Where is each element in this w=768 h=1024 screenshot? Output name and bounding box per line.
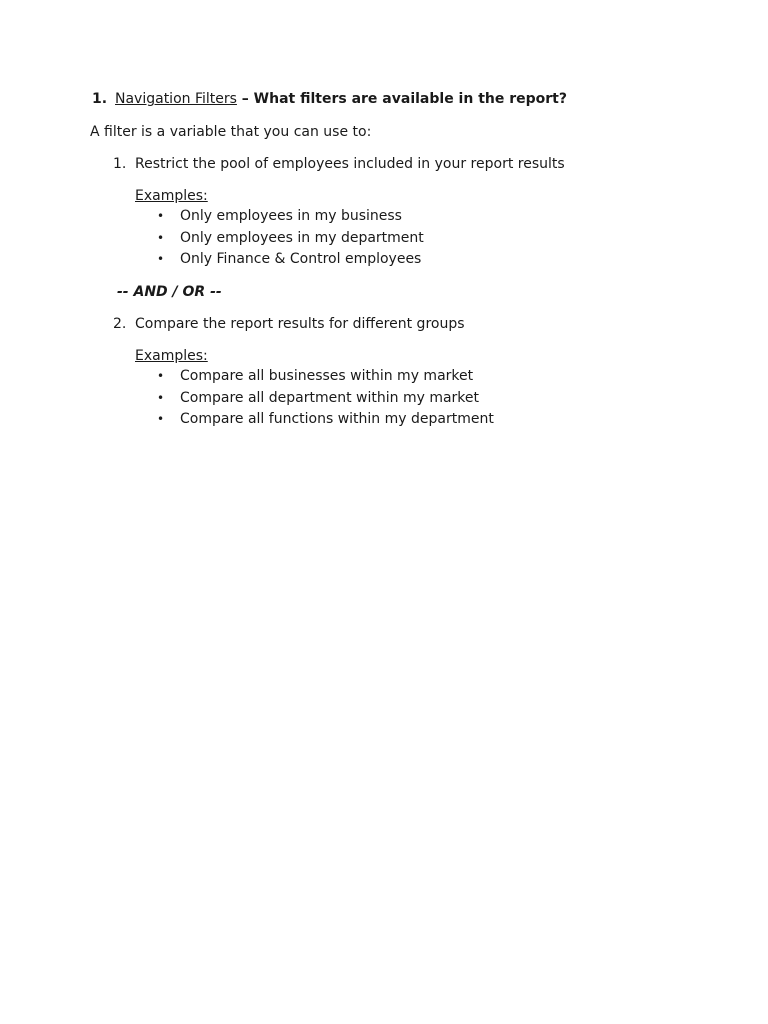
bullet-icon: • <box>157 412 165 426</box>
example-text: Compare all businesses within my market <box>180 368 474 384</box>
item-text: Restrict the pool of employees included in your report results <box>135 156 565 172</box>
list-item <box>157 409 494 431</box>
example-text: Only Finance & Control employees <box>180 251 422 267</box>
section-number: 1. <box>92 91 108 107</box>
examples-list <box>157 206 424 271</box>
bullet-icon: • <box>157 209 165 223</box>
list-item-compare <box>113 316 465 332</box>
example-text: Only employees in my department <box>180 229 424 246</box>
example-text: Only employees in my business <box>180 208 402 224</box>
bullet-icon: • <box>157 369 165 383</box>
bullet-icon: • <box>157 252 165 266</box>
item-number: 2. <box>113 316 127 332</box>
examples-label: Examples: <box>135 348 208 364</box>
section-subtitle: – What filters are available in the report? <box>236 91 567 107</box>
example-text: Compare all department within my market <box>180 389 480 406</box>
examples-list <box>157 366 494 431</box>
intro-text: A filter is a variable that you can use to: <box>90 124 372 140</box>
bullet-icon: • <box>157 230 165 245</box>
item-number: 1. <box>113 156 127 172</box>
list-item <box>157 206 424 228</box>
section-title: Navigation Filters <box>115 91 237 107</box>
item-text: Compare the report results for different groups <box>135 316 465 332</box>
list-item <box>157 249 424 271</box>
list-item <box>157 366 494 388</box>
example-text: Compare all functions within my department <box>180 411 494 427</box>
examples-label: Examples: <box>135 188 208 204</box>
bullet-icon: • <box>157 390 165 405</box>
section-heading <box>92 91 567 107</box>
and-or-connector: -- AND / OR -- <box>117 284 222 300</box>
list-item <box>157 388 494 410</box>
list-item <box>157 228 424 250</box>
list-item-restrict <box>113 156 565 172</box>
